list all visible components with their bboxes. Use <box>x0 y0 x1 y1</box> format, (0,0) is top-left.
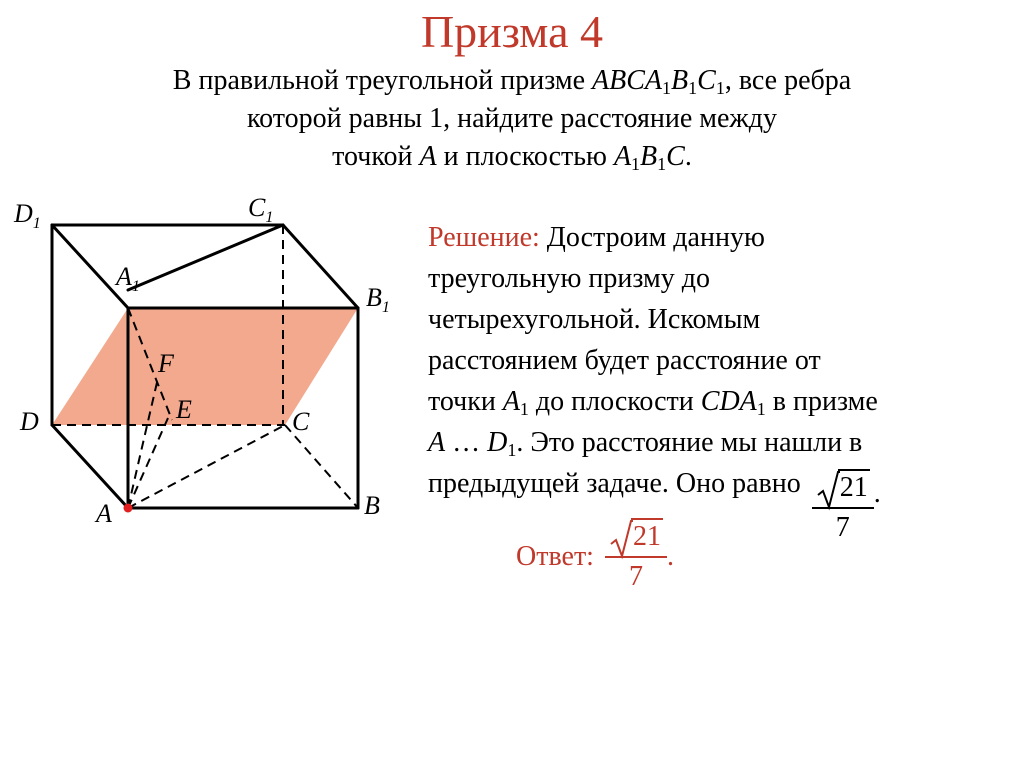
point-a-marker <box>124 504 133 513</box>
solution-line-6: A … $D_1$. Это расстояние мы нашли в <box>428 427 863 460</box>
label-b: B <box>364 491 380 520</box>
label-b1: $B_1$ <box>366 283 390 316</box>
problem-line-1: В правильной треугольной призме $ABCA_1B_1C_1$, все ребра <box>172 65 852 98</box>
answer-label: Ответ: <box>516 541 594 572</box>
solution-line-4: расстоянием будет расстояние от <box>428 345 821 376</box>
solution-fraction: $\frac{21}{7}$ <box>812 469 874 547</box>
label-e: E <box>176 395 192 424</box>
segment-a-e <box>128 418 168 508</box>
prism-figure <box>0 185 410 530</box>
label-c1: $C_1$ <box>248 193 274 226</box>
label-a: A <box>96 499 112 528</box>
problem-line-3: точкой A и плоскостью $A_1B_1C$. <box>332 141 692 174</box>
solution-line-7: предыдущей задаче. Оно равно $\frac{21}{7}$ . <box>428 463 988 547</box>
edge-a-c <box>128 425 285 508</box>
section-plane <box>52 308 358 425</box>
solution-label: Решение: <box>428 222 540 253</box>
solution-line-1: Решение: Достроим данную <box>428 222 765 253</box>
solution-line-2: треугольную призму до <box>428 263 710 294</box>
solution-line-5: точки $A_1$ до плоскости $CDA_1$ в призме <box>428 386 878 419</box>
problem-line-2: которой равны 1, найдите расстояние между <box>246 103 778 134</box>
edge-d-a <box>52 425 128 508</box>
edge-c1-a1 <box>128 225 283 290</box>
solution-text <box>428 217 988 547</box>
solution-line-3: четырехугольной. Искомым <box>428 304 761 335</box>
sqrt-symbol: 21 <box>816 469 870 507</box>
problem-statement <box>50 62 974 176</box>
label-d: D <box>20 407 39 436</box>
edge-c1-b1 <box>283 225 358 308</box>
edge-c-b <box>285 425 358 508</box>
label-f: F <box>158 349 174 378</box>
slide-title: Призма 4 <box>420 6 604 57</box>
label-c: C <box>292 407 310 436</box>
label-d1: $D_1$ <box>14 199 41 232</box>
label-a1: $A_1$ <box>116 262 140 295</box>
answer-fraction: $\frac{21}{7}$ <box>605 518 667 596</box>
answer-sqrt-symbol: 21 <box>609 518 663 556</box>
answer: Ответ: $\frac{21}{7}$ . <box>516 518 674 596</box>
